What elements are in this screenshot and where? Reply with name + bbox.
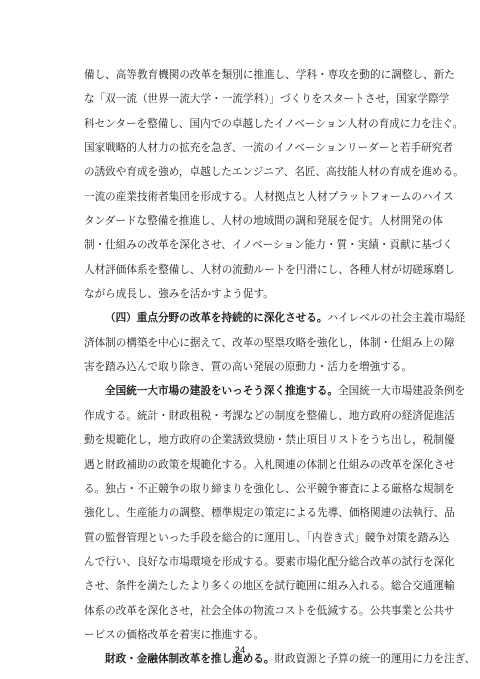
text-line — [84, 453, 455, 477]
text-line — [84, 233, 453, 257]
text-line — [84, 331, 455, 355]
line-text: 科センターを整備し、国内での卓越したイノベーション人材の育成に力を注ぐ。 — [84, 117, 464, 130]
line-text: 遇と財政補助の政策を規範化する。入札関連の体制と仕組みの改革を深化させ — [84, 458, 455, 471]
bold-lead-in: 全国統一大市場の建設をいっそう深く推進する。 — [105, 385, 339, 398]
text-line — [84, 477, 455, 501]
line-text: タンダードな整備を推進し、人材の地域間の調和発展を促す。人材開発の体 — [84, 215, 443, 228]
line-text: 動を規範化し，地方政府の企業誘致奨励・禁止項目リストをうち出し，税制優 — [84, 434, 455, 447]
line-text: ハイレベルの社会主義市場経 — [327, 312, 466, 325]
line-text: 体系の改革を深化させ，社会全体の物流コストを低減する。公共事業と公共サ — [84, 604, 455, 617]
text-line — [84, 599, 455, 623]
text-line — [84, 526, 450, 550]
line-text: 備し、高等教育機関の改革を類別に推進し、学科・専攻を動的に調整し、新た — [84, 69, 455, 81]
line-text: 全国統一大市場建設条例を — [338, 385, 466, 398]
text-line — [84, 87, 450, 111]
text-line — [84, 282, 396, 306]
text-line — [84, 550, 455, 574]
text-line — [84, 379, 466, 403]
line-text: ながら成長し、強みを活かすよう促す。 — [84, 288, 274, 301]
line-text: の誘致や育成を強め，卓越したエンジニア、名匠、高技能人材の育成を進める。 — [84, 166, 464, 179]
line-text: させ、条件を満たしたより多くの地区を試行範囲に組み入れる。総合交通運輸 — [84, 580, 455, 593]
text-line — [84, 404, 455, 428]
text-line — [84, 160, 464, 184]
text-line — [84, 209, 443, 233]
line-text: 作成する。統計・財政租税・考課などの制度を整備し、地方政府の経済促進活 — [84, 409, 455, 422]
line-text: んで行い、良好な市場環境を形成する。要素市場化配分総合改革の試行を深化 — [84, 555, 455, 568]
line-text: 強化し、生産能力の調整、標準規定の策定による先導、価格関連の法執行、品 — [84, 507, 455, 520]
line-text: 一流の産業技術者集団を形成する。人材拠点と人材プラットフォームのハイス — [84, 190, 454, 203]
text-line — [84, 136, 453, 160]
text-line — [84, 112, 464, 136]
line-text: 済体制の構築を中心に据えて、改革の堅塁攻略を強化し，体制・仕組み上の障 — [84, 336, 455, 349]
text-line — [84, 623, 396, 647]
bold-lead-in: （四）重点分野の改革を持続的に深化させる。 — [105, 312, 328, 325]
page-number: 24 — [234, 646, 246, 656]
line-text: 質の監督管理といった手段を総合的に運用し、「内巻き式」競争対策を踏み込 — [84, 531, 450, 544]
line-text: 制・仕組みの改革を深化させ、イノベーション能力・質・実績・貢献に基づく — [84, 239, 453, 252]
bold-lead-in: 財政・金融体制改革を推し進める。 — [105, 653, 275, 666]
line-text: 財政資源と予算の統一的運用に力を注ぎ、 — [274, 653, 476, 666]
text-line — [84, 258, 455, 282]
line-text: る。独占・不正競争の取り締まりを強化し、公平競争審査による厳格な規制を — [84, 482, 455, 495]
line-text: 害を踏み込んで取り除き、質の高い発展の原動力・活力を増強する。 — [84, 361, 412, 374]
text-line — [84, 428, 455, 452]
line-text: 国家戦略的人材力の拡充を急ぎ、一流のイノベーションリーダーと若手研究者 — [84, 142, 453, 155]
text-line — [84, 355, 412, 379]
text-line — [84, 185, 454, 209]
line-text: 人材評価体系を整備し、人材の流動ルートを円滑にし、各種人材が切磋琢磨し — [84, 263, 455, 276]
line-text: ービスの価格改革を着実に推進する。 — [84, 628, 265, 641]
body-text — [84, 63, 476, 672]
text-line — [84, 501, 455, 525]
text-line — [84, 306, 466, 330]
text-line — [84, 574, 455, 598]
line-text: な「双一流（世界一流大学・一流学科）」づくりをスタートさせ，国家学際学 — [84, 93, 450, 106]
text-line — [84, 63, 455, 87]
